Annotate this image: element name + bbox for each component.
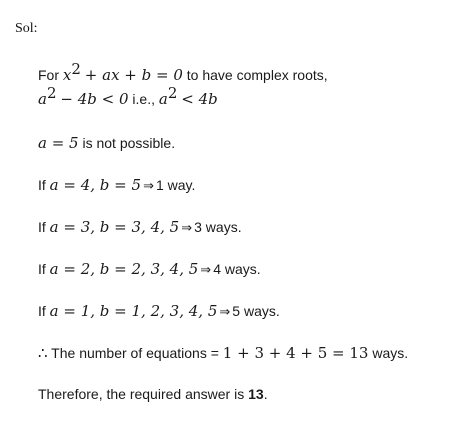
math-case: a = 2, b = 2, 3, 4, 5 <box>49 260 199 278</box>
line-final-answer <box>38 385 268 403</box>
solution-label: Sol: <box>15 21 38 36</box>
math-case: a = 1, b = 1, 2, 3, 4, 5 <box>49 302 218 320</box>
text-result: 5 ways. <box>232 303 280 319</box>
text-complex-roots: to have complex roots, <box>182 67 328 83</box>
math-a: a <box>158 90 168 108</box>
text-result: 3 ways. <box>194 219 242 235</box>
math-quadratic-rest: + ax + b = 0 <box>84 66 183 84</box>
line-case-a1 <box>38 302 280 322</box>
implies-arrow-icon: ⇒ <box>200 263 212 278</box>
line-complex-roots-condition <box>38 60 328 84</box>
therefore-icon: ∴ <box>38 344 48 362</box>
math-case: a = 4, b = 5 <box>49 176 142 194</box>
text-ie: i.e., <box>128 91 159 107</box>
text-result: 1 way. <box>155 177 196 193</box>
line-case-a2 <box>38 260 261 280</box>
text-number-of-equations: The number of equations = <box>47 345 223 361</box>
line-discriminant <box>38 84 218 108</box>
text-if: If <box>38 177 50 193</box>
text-if: If <box>38 219 50 235</box>
line-total-equations <box>38 344 408 362</box>
text-for: For <box>38 67 63 83</box>
text-result: 4 ways. <box>213 261 261 277</box>
line-case-a4 <box>38 176 195 196</box>
math-x: x <box>62 66 72 84</box>
line-case-a3 <box>38 218 242 238</box>
superscript-2: 2 <box>71 60 81 78</box>
text-if: If <box>38 303 50 319</box>
superscript-2: 2 <box>167 84 178 102</box>
text-if: If <box>38 261 50 277</box>
superscript-2: 2 <box>46 84 57 102</box>
implies-arrow-icon: ⇒ <box>219 305 231 320</box>
math-inequality: < 4b <box>181 90 218 108</box>
text-required-answer: Therefore, the required answer is <box>38 386 249 402</box>
math-discriminant: − 4b < 0 <box>60 90 129 108</box>
text-not-possible: is not possible. <box>78 135 176 151</box>
implies-arrow-icon: ⇒ <box>143 179 154 194</box>
text-ways: ways. <box>368 345 409 361</box>
implies-arrow-icon: ⇒ <box>181 221 193 236</box>
math-a: a <box>38 90 47 108</box>
math-case: a = 3, b = 3, 4, 5 <box>49 218 180 236</box>
text-period: . <box>263 386 268 402</box>
line-a-equals-5 <box>38 134 175 152</box>
math-sum: 1 + 3 + 4 + 5 = 13 <box>222 344 369 362</box>
math-a-5: a = 5 <box>38 134 79 152</box>
final-answer-value: 13 <box>248 386 264 402</box>
